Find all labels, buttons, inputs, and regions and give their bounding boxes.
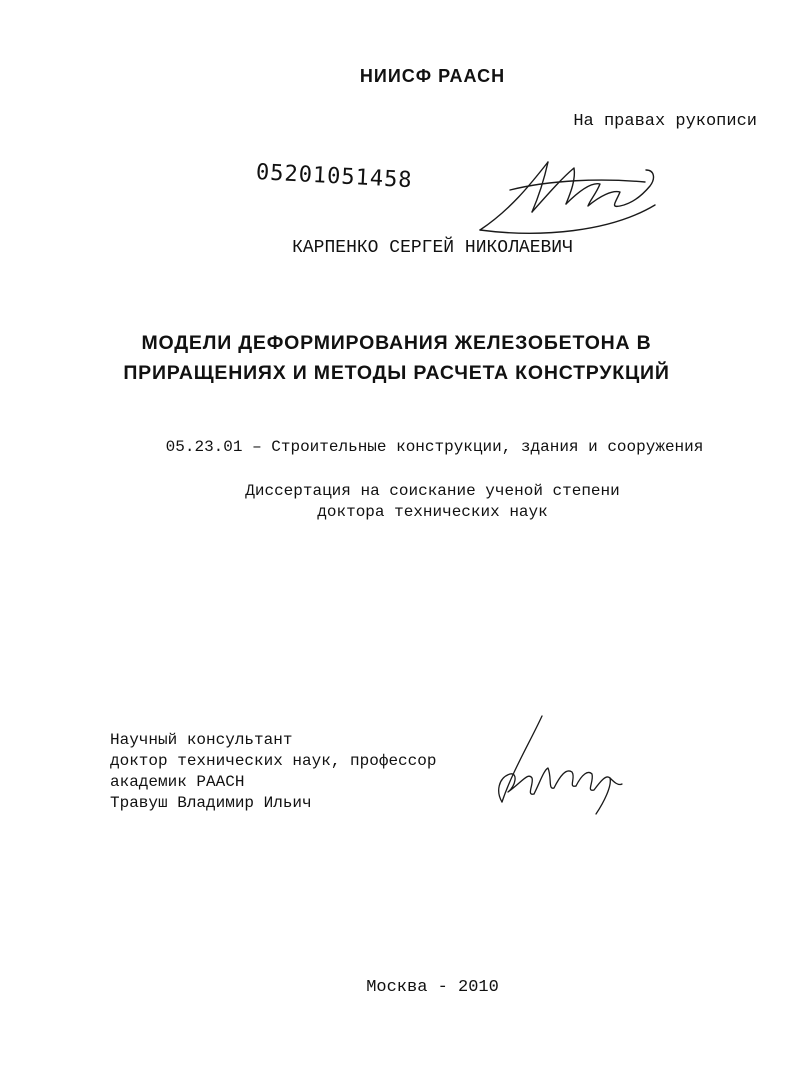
institution-name: НИИСФ РААСН [359,66,506,86]
degree-line: Диссертация на соискание ученой степени [245,482,620,500]
scientific-consultant [110,730,436,814]
serial-number: 05201051458 [255,160,414,194]
title-line: МОДЕЛИ ДЕФОРМИРОВАНИЯ ЖЕЛЕЗОБЕТОНА В [141,332,652,354]
manuscript-note: На правах рукописи [573,112,757,131]
dissertation-title [0,328,793,388]
specialty-code: 05.23.01 – Строительные конструкции, здания и сооружения [165,438,704,456]
consultant-line: Научный консультант [110,731,293,749]
degree-line: доктора технических наук [317,503,548,521]
author-signature [470,150,670,245]
consultant-line: Травуш Владимир Ильич [110,794,312,812]
author-name: КАРПЕНКО СЕРГЕЙ НИКОЛАЕВИЧ [292,238,573,258]
title-line: ПРИРАЩЕНИЯХ И МЕТОДЫ РАСЧЕТА КОНСТРУКЦИЙ [123,362,670,384]
place-year: Москва - 2010 [366,978,499,997]
consultant-signature [482,712,632,822]
consultant-line: доктор технических наук, профессор [110,752,437,770]
consultant-line: академик РААСН [110,773,245,791]
degree-statement [36,481,793,523]
